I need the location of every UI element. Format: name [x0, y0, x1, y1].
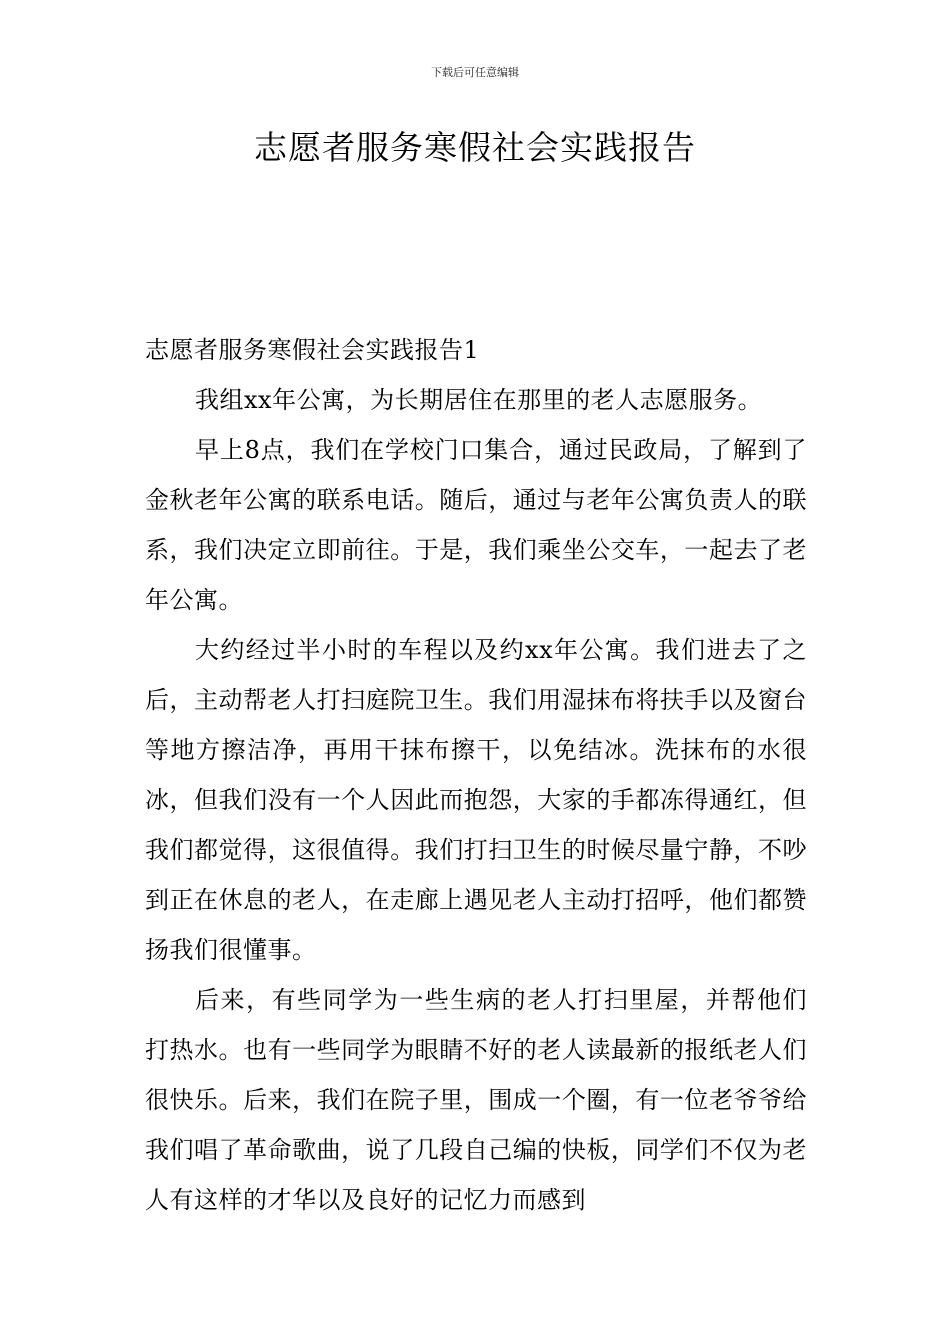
section-heading: 志愿者服务寒假社会实践报告1	[145, 336, 480, 364]
paragraph-4: 后来，有些同学为一些生病的老人打扫里屋，并帮他们打热水。也有一些同学为眼睛不好的老人读最新的报纸老人们很快乐。后来，我们在院子里，围成一个圈，有一位老爷爷给我们唱了革命歌曲，说了几段自己编的快板，同学们不仅为老人有这样的才华以及良好的记忆力而感到	[145, 986, 807, 1214]
paragraph-3: 大约经过半小时的车程以及约xx年公寓。我们进去了之后，主动帮老人打扫庭院卫生。我们用湿抹布将扶手以及窗台等地方擦洁净，再用干抹布擦干，以免结冰。洗抹布的水很冰，但我们没有一个人因此而抱怨，大家的手都冻得通红，但我们都觉得，这很值得。我们打扫卫生的时候尽量宁静，不吵到正在休息的老人，在走廊上遇见老人主动打招呼，他们都赞扬我们很懂事。	[145, 636, 807, 964]
document-body	[145, 325, 807, 1225]
paragraph-2: 早上8点，我们在学校门口集合，通过民政局，了解到了金秋老年公寓的联系电话。随后，通过与老年公寓负责人的联系，我们决定立即前往。于是，我们乘坐公交车，一起去了老年公寓。	[145, 436, 807, 614]
paragraph-1: 我组xx年公寓，为长期居住在那里的老人志愿服务。	[195, 386, 763, 414]
document-title: 志愿者服务寒假社会实践报告	[254, 128, 696, 167]
header-note: 下载后可任意编辑	[431, 66, 519, 79]
